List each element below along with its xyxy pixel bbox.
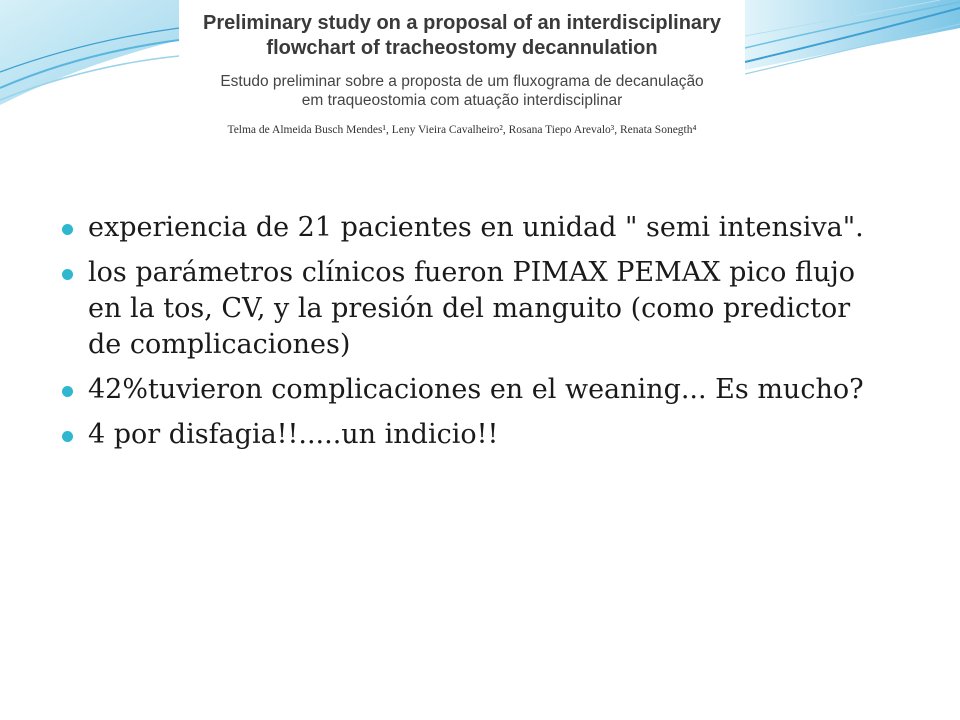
bullet-dot-icon bbox=[62, 431, 73, 442]
bullet-item bbox=[62, 210, 882, 246]
bullet-text: 4 por disfagia!!.....un indicio!! bbox=[88, 419, 499, 450]
bullet-text: los parámetros clínicos fueron PIMAX PEMAX pico flujo en la tos, CV, y la presión del manguito (como predictor de complicaciones) bbox=[88, 257, 855, 360]
bullet-text: experiencia de 21 pacientes en unidad " semi intensiva". bbox=[88, 212, 864, 243]
article-header-image bbox=[179, 0, 745, 150]
bullet-item bbox=[62, 372, 882, 408]
bullet-dot-icon bbox=[62, 386, 73, 397]
article-title-en-line-2: flowchart of tracheostomy decannulation bbox=[266, 37, 658, 59]
bullet-dot-icon bbox=[62, 269, 73, 280]
article-title-en-line-1: Preliminary study on a proposal of an interdisciplinary bbox=[203, 12, 721, 34]
article-title-pt-line-1: Estudo preliminar sobre a proposta de um fluxograma de decanulação bbox=[220, 73, 704, 90]
bullet-list bbox=[62, 210, 882, 462]
article-authors: Telma de Almeida Busch Mendes¹, Leny Vieira Cavalheiro², Rosana Tiepo Arevalo³, Renata Sonegth⁴ bbox=[227, 124, 697, 136]
bullet-item bbox=[62, 417, 882, 453]
bullet-text: 42%tuvieron complicaciones en el weaning... Es mucho? bbox=[88, 374, 864, 405]
bullet-item bbox=[62, 255, 882, 363]
article-title-pt-line-2: em traqueostomia com atuação interdisciplinar bbox=[301, 92, 623, 109]
bullet-dot-icon bbox=[62, 224, 73, 235]
